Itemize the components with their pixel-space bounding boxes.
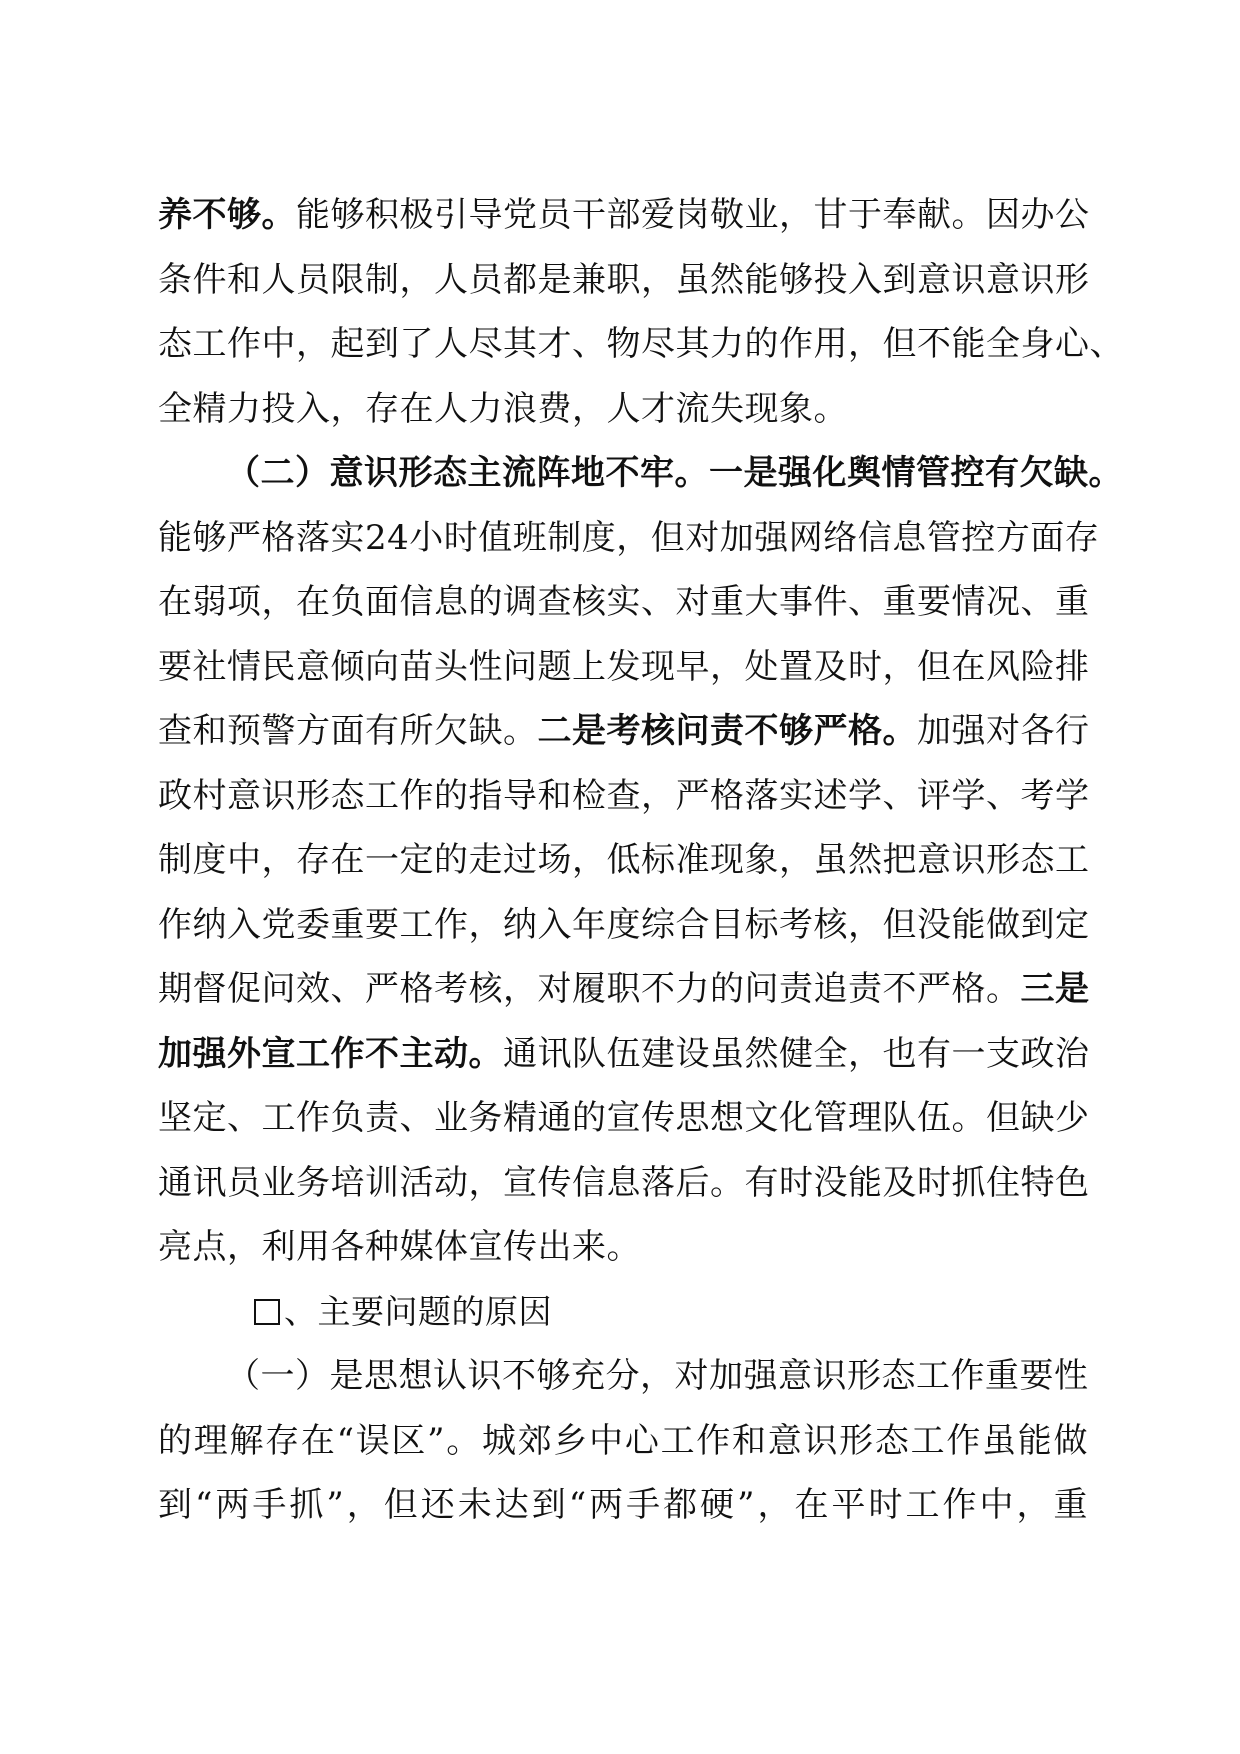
text-line [158, 699, 1088, 764]
text-line: 能够严格落实24小时值班制度，但对加强网络信息管控方面存 [158, 517, 1100, 558]
text-line: 制度中，存在一定的走过场，低标准现象，虽然把意识形态工 [158, 840, 1090, 880]
text-span: 能够积极引导党员干部爱岗敬业，甘于奉献。因办公 [296, 195, 1090, 235]
bold-phrase: 三是 [1020, 969, 1090, 1009]
text-line: 的理解存在“误区”。城郊乡中心工作和意识形态工作虽能做 [158, 1420, 1088, 1461]
text-line: 作纳入党委重要工作，纳入年度综合目标考核，但没能做到定 [158, 904, 1090, 945]
text-span: 查和预警方面有所欠缺。 [158, 711, 538, 751]
text-line: 在弱项，在负面信息的调查核实、对重大事件、重要情况、重 [158, 582, 1090, 622]
text-line: 坚定、工作负责、业务精通的宣传思想文化管理队伍。但缺少 [158, 1098, 1090, 1138]
text-line: 条件和人员限制，人员都是兼职，虽然能够投入到意识意识形 [158, 259, 1090, 300]
bold-phrase: 二是考核问责不够严格。 [537, 711, 917, 751]
text-span: 加强对各行 [917, 711, 1090, 751]
text-line [158, 1022, 1088, 1087]
section-heading-2: （二）意识形态主流阵地不牢。一是强化舆情管控有欠缺。 [226, 453, 1123, 493]
text-span: 通讯队伍建设虽然健全，也有一支政治 [503, 1033, 1090, 1074]
section-heading-main [158, 1280, 1088, 1345]
text-line: 要社情民意倾向苗头性问题上发现早，处置及时，但在风险排 [158, 646, 1090, 687]
text-line: 通讯员业务培训活动，宣传信息落后。有时没能及时抓住特色 [158, 1162, 1090, 1203]
text-line: 全精力投入，存在人力浪费，人才流失现象。 [158, 388, 848, 429]
text-line: 态工作中，起到了人尽其才、物尽其力的作用，但不能全身心、 [158, 324, 1124, 364]
heading-text: 、主要问题的原因 [284, 1291, 552, 1331]
body-text [158, 183, 1124, 1538]
bold-phrase: 加强外宣工作不主动。 [158, 1033, 503, 1074]
text-span: 期督促问效、严格考核，对履职不力的问责追责不严格。 [158, 969, 1021, 1009]
text-line [158, 957, 1088, 1022]
text-line: （一）是思想认识不够充分，对加强意识形态工作重要性 [226, 1356, 1089, 1396]
text-line: 政村意识形态工作的指导和检查，严格落实述学、评学、考学 [158, 775, 1090, 816]
text-line [158, 183, 1088, 248]
text-line: 到“两手抓”，但还未达到“两手都硬”，在平时工作中，重 [158, 1485, 1088, 1525]
missing-glyph-box-icon [254, 1299, 280, 1325]
text-line: 亮点，利用各种媒体宣传出来。 [158, 1227, 641, 1267]
bold-phrase: 养不够。 [158, 195, 296, 235]
